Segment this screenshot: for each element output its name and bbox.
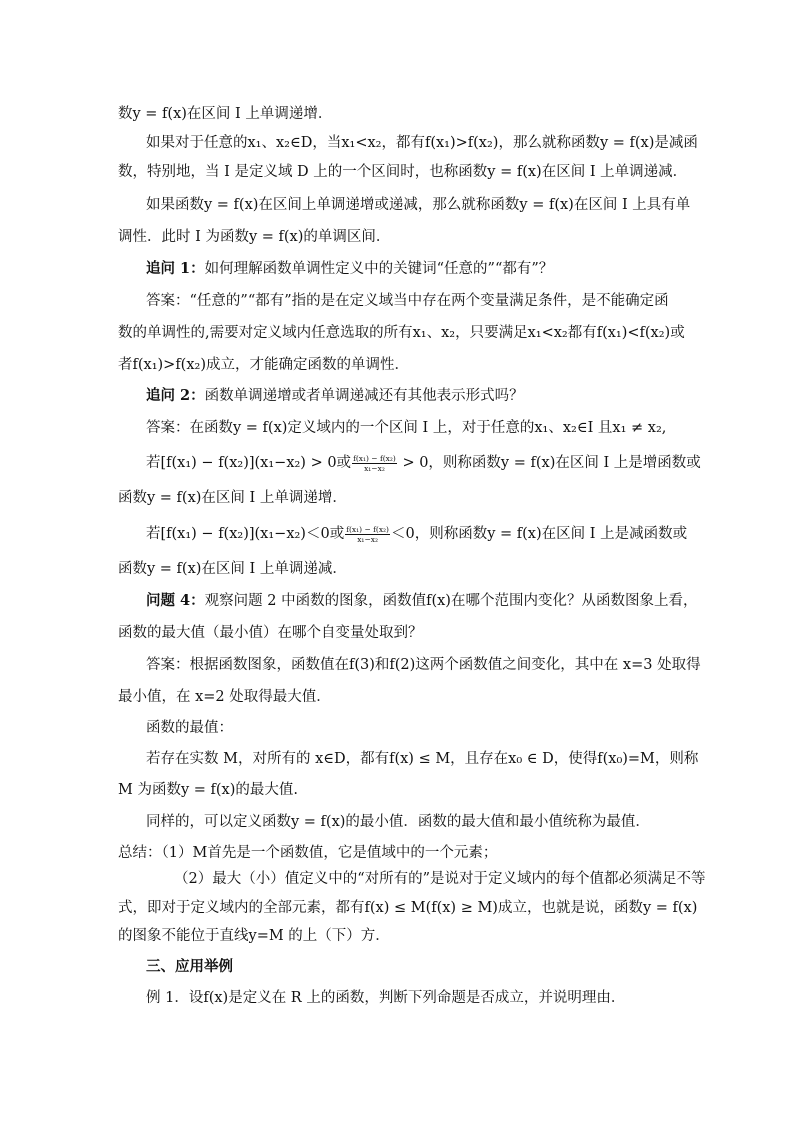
text-line: 若存在实数 M，对所有的 x∈D，都有f(x) ≤ M，且存在x₀ ∈ D，使得f(x₀)=M，则称 — [146, 751, 699, 767]
question-text: 如何理解函数单调性定义中的关键词“任意的”“都有”？ — [204, 261, 554, 277]
text-line: 数的单调性的,需要对定义域内任意选取的所有x₁、x₂，只要满足x₁<x₂都有f(x₁)<f(x₂)或 — [118, 325, 685, 341]
question-text: 函数单调递增或者单调递减还有其他表示形式吗？ — [204, 388, 524, 404]
question-label: 追问 1： — [146, 260, 205, 277]
followup-question-1 — [146, 259, 553, 279]
text-line: M 为函数y = f(x)的最大值. — [118, 782, 298, 798]
text-line: 数y = f(x)在区间 I 上单调递增． — [118, 106, 333, 122]
fraction-denominator: x₁−x₂ — [364, 463, 385, 473]
question-text: 观察问题 2 中函数的图象，函数值f(x)在哪个范围内变化？从函数图象上看， — [204, 593, 698, 609]
text-line: 调性．此时 I 为函数y = f(x)的单调区间． — [118, 229, 391, 245]
decreasing-condition-line — [146, 524, 687, 544]
question-label: 问题 4： — [146, 592, 205, 609]
text-line: 同样的，可以定义函数y = f(x)的最小值．函数的最大值和最小值统称为最值． — [146, 814, 650, 830]
formula-post: ＜0，则称函数y = f(x)在区间 I 上是减函数或 — [390, 526, 688, 542]
text-line: 数，特别地，当 I 是定义域 D 上的一个区间时，也称函数y = f(x)在区间 I 上单调递减． — [118, 164, 688, 180]
text-line: 答案：在函数y = f(x)定义域内的一个区间 I 上，对于任意的x₁、x₂∈I 且x₁ ≠ x₂, — [146, 420, 667, 436]
text-line: 的图象不能位于直线y=M 的上（下）方． — [118, 928, 390, 944]
text-line: （2）最大（小）值定义中的“对所有的”是说对于定义域内的每个值都必须满足不等 — [174, 871, 706, 887]
text-line: 者f(x₁)>f(x₂)成立，才能确定函数的单调性． — [118, 357, 409, 373]
text-line: 函数y = f(x)在区间 I 上单调递减． — [118, 561, 347, 577]
fraction-numerator: f(x₁) − f(x₂) — [346, 524, 389, 534]
formula-pre: 若[f(x₁) − f(x₂)](x₁−x₂) > 0或 — [146, 455, 352, 471]
text-line: 如果函数y = f(x)在区间上单调递增或递减，那么就称函数y = f(x)在区间 I 上具有单 — [146, 197, 691, 213]
text-line: 函数的最大值（最小值）在哪个自变量处取到？ — [118, 625, 423, 641]
text-line: 最小值，在 x=2 处取得最大值． — [118, 689, 331, 705]
question-4 — [146, 591, 697, 611]
formula-pre: 若[f(x₁) − f(x₂)](x₁−x₂)＜0或 — [146, 526, 345, 542]
formula-post: > 0，则称函数y = f(x)在区间 I 上是增函数或 — [397, 455, 701, 471]
text-line: 答案：根据函数图象，函数值在f(3)和f(2)这两个函数值之间变化，其中在 x=3 处取得 — [146, 657, 701, 673]
text-line: 答案：“任意的”“都有”指的是在定义域当中存在两个变量满足条件，是不能确定函 — [146, 293, 669, 309]
followup-question-2 — [146, 386, 524, 406]
question-label: 追问 2： — [146, 387, 205, 404]
text-line: 式，即对于定义域内的全部元素，都有f(x) ≤ M(f(x) ≥ M)成立，也就是说，函数y = f(x) — [118, 900, 698, 916]
fraction-numerator: f(x₁) − f(x₂) — [353, 453, 396, 463]
text-line: 如果对于任意的x₁、x₂∈D，当x₁<x₂，都有f(x₁)>f(x₂)，那么就称函数y = f(x)是减函 — [146, 135, 698, 151]
text-line: 函数的最值： — [146, 720, 233, 736]
fraction — [352, 454, 397, 473]
increasing-condition-line — [146, 453, 701, 473]
text-line: 函数y = f(x)在区间 I 上单调递增． — [118, 490, 347, 506]
fraction-denominator: x₁−x₂ — [357, 534, 378, 544]
section-heading: 三、应用举例 — [146, 958, 233, 975]
summary-line: 总结：（1）M首先是一个函数值，它是值域中的一个元素； — [118, 845, 498, 861]
fraction — [345, 525, 390, 544]
example-line: 例 1．设f(x)是定义在 R 上的函数，判断下列命题是否成立，并说明理由． — [146, 990, 626, 1006]
